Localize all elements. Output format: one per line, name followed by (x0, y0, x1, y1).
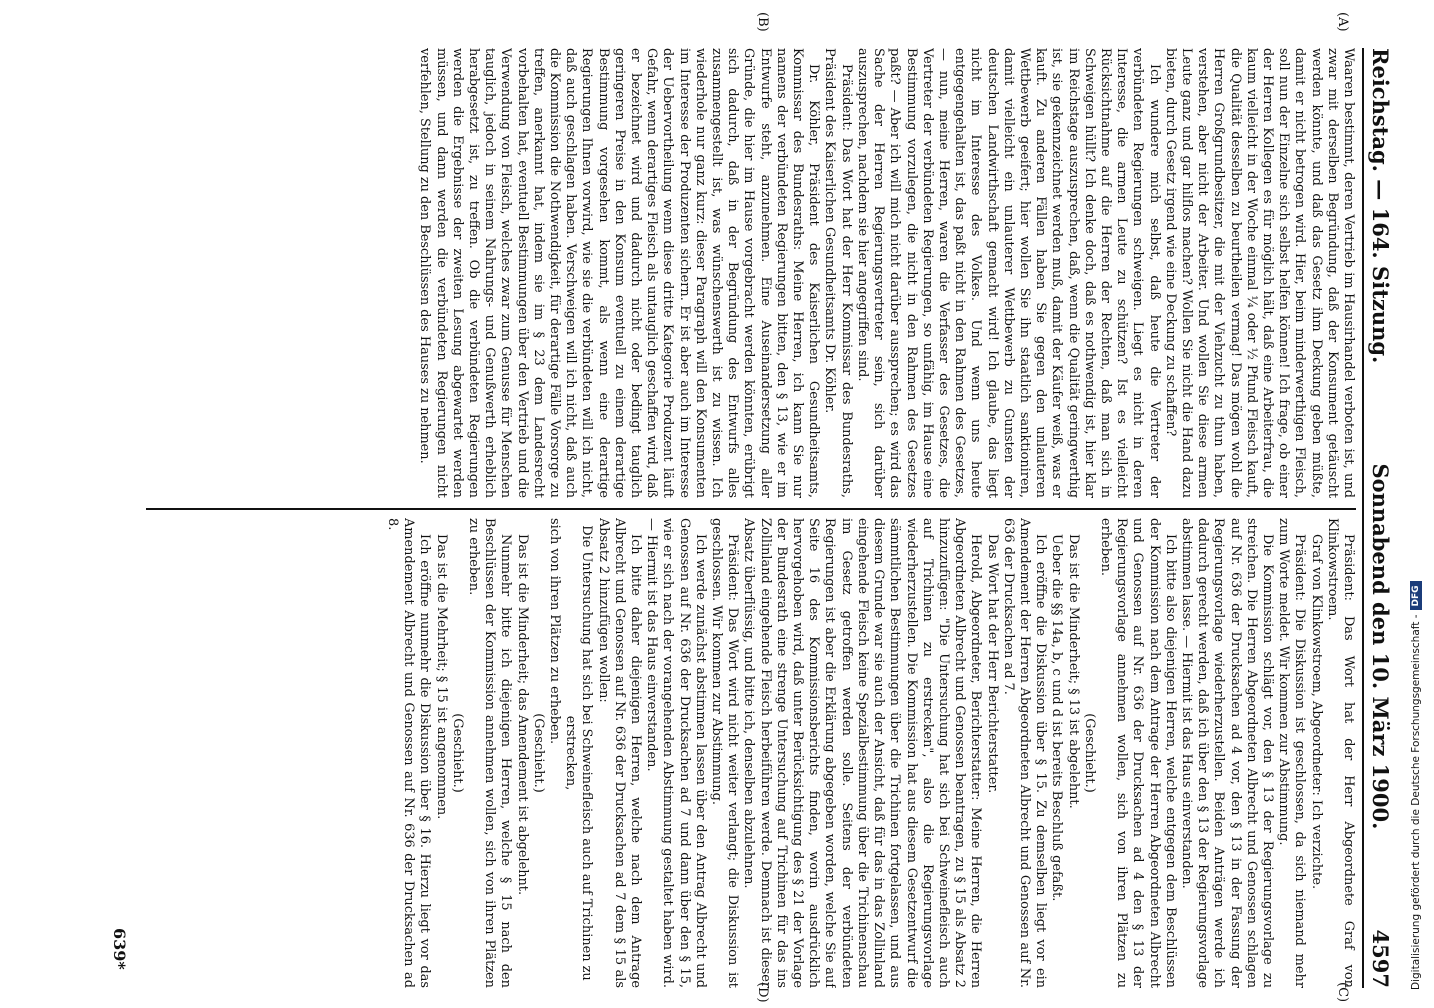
signature-number: 639* (110, 928, 129, 970)
column-divider (146, 508, 1356, 510)
page-number: 4597 (1368, 929, 1393, 988)
paragraph: (Geschieht.) (530, 713, 546, 793)
margin-mark-a: (A) (1335, 12, 1350, 32)
paragraph: Ich eröffne nunmehr die Diskussion über § 16. Hierzu liegt vor das Amendement Albrecht und Genossen auf Nr. 636 der Drucksachen ad 8. (385, 518, 433, 988)
margin-mark-b: (B) (755, 12, 770, 32)
paragraph: Das ist die Minderheit; § 13 ist abgelehnt. (1065, 534, 1081, 809)
left-column (150, 48, 1356, 498)
paragraph: Nunmehr bitte ich diejenigen Herren, welche § 15 nach den Beschlüssen der Kommission annehmen wollen, sich von ihren Plätzen zu erheben. (466, 518, 514, 988)
paragraph: Die Kommission schlägt vor, den § 13 der Regierungsvorlage zu streichen. Die Herren Abgeordneten Albrecht und Genossen schlagen auf Nr. 636 der Drucksachen ad 4 vor, den § 13 in der Fassung der Regierungsvorlage wiederherzustellen. Beiden Anträgen werde ich dadurch gerecht werden, daß ich über den § 13 der Regierungsvorlage abstimmen lasse. — Hiermit ist das Haus einverstanden. (1178, 518, 1275, 988)
paragraph: (Geschieht.) (449, 713, 465, 793)
paragraph: Herold, Abgeordneter, Berichterstatter: Meine Herren, die Herren Abgeordneten Albrecht und Genossen beantragen, zu § 15 als Absatz 2 hinzuzufügen: "Die Untersuchung hat sich bei Schweinefleisch auch auf Trichinen zu erstrecken", also die Regierungsvorlage wiederherzustellen. Die Kommission hat aus diesem Gesetzentwurf die sämmtlichen Bestimmungen über die Trichinen fortgelassen, und aus diesem Grunde war sie auch der Ansicht, daß für das in das Zollinland eingehende Fleisch keine Spezialbestimmung über die Trichinenschau im Gesetz getroffen werden solle. Seitens der verbündeten Regierungen ist aber die Erklärung abgegeben worden, welche Sie auf Seite 16 des Kommissionsberichts finden, worin ausdrücklich hervorgehoben wird, daß unter Berücksichtigung des § 21 der Vorlage der Bundesrath eine strenge Untersuchung auf Trichinen für das ins Zollinland eingehende Fleisch herbeiführen werde. Demnach ist dieser Absatz überflüssig, und bitte ich, denselben abzulehnen. (741, 518, 984, 988)
header-date: Sonnabend den 10. März 1900. (1368, 463, 1393, 830)
paragraph: Das ist die Mehrheit; § 15 ist angenommen. (433, 534, 449, 820)
paragraph: Die Untersuchung hat sich bei Schweinefleisch auch auf Trichinen zu erstrecken, (563, 525, 595, 981)
header-left: Reichstag. — 164. Sitzung. (1368, 48, 1393, 364)
paragraph: Das Wort hat der Herr Berichterstatter. (984, 534, 1000, 794)
paragraph: Präsident: Das Wort wird nicht weiter verlangt; die Diskussion ist geschlossen. Wir kommen zur Abstimmung. (709, 518, 741, 988)
paragraph: Dr. Köhler, Präsident des Kaiserlichen Gesundheitsamts, Kommissar des Bundesraths: Meine Herren, ich kann Sie nur namens der verbündeten Regierungen bitten, den § 13, wie er im Entwurfe steht, anzunehmen. Eine Auseinandersetzung aller Gründe, die hier im Hause vorgebracht werden könnten, erübrigt sich dadurch, daß in der Begründung des Entwurfs alles zusammengestellt ist, was wünschenswerth ist zu wissen. Ich wiederhole nur ganz kurz: dieser Paragraph will den Konsumenten im Interesse der Produzenten sichern. Er ist aber auch im Interesse der Uebervortheilung wenn diese dritte Kategorie Produzent läuft Gefahr, wenn derartiges Fleisch als untauglich geschaffen wird, daß er bezeichnet wird und dadurch nicht oder bedingt tauglich geringeren Preise in den Konsum eventuell zu einem derartige Bestimmung vorgesehen kommt, als wenn eine derartige Regierungen Ihnen vorwird, wie sie die verbündeten will ich nicht, daß auch geschlagen haben. Verschweigen will ich nicht, daß auch die Kommission die Nothwendigkeit, für derartige Fälle Vorsorge zu treffen, anerkannt hat, indem sie im § 23 dem Landesrecht vorbehalten hat, eventuell Bestimmungen über den Vertrieb und die Verwendung von Fleisch, welches zwar zum Genusse für Menschen tauglich, jedoch in seinem Nahrungs- und Genußwerth erheblich herabgesetzt ist, zu treffen. Ob die verbündeten Regierungen werden die Ergebnisse der zweiten Lesung abgewartet werden müssen, und dann werden die verbündeten Regierungen nicht verfehlen, Stellung zu den Beschlüssen des Hauses zu nehmen. (417, 48, 822, 498)
paragraph: Präsident: Das Wort hat der Herr Kommissar des Bundesraths, Präsident des Kaiserlichen Gesundheitsamts Dr. Köhler. (822, 48, 854, 498)
paragraph: Ich wundere mich selbst, daß heute die Vertreter der verbündeten Regierungen schweigen. Liegt es nicht in deren Interesse, die armen Leute zu schützen? Ist es vielleicht Rücksichtnahme auf die Herren der Rechten, daß man sich in Schweigen hüllt? Ich denke doch, daß es nothwendig ist, hier klar im Reichstage auszusprechen, daß, wenn die Qualität geringwerthig ist, sie gekennzeichnet werden muß, damit der Käufer weiß, was er kauft. Zu anderen Fällen haben Sie gegen den unlauteren Wettbewerb geeifert; hier wollen Sie ihn staatlich sanktioniren, damit vielleicht ein unlauterer Wettbewerb zu Gunsten der deutschen Landwirthschaft gemacht wird! Ich glaube, das liegt nicht im Interesse des Volkes. Und wenn uns heute entgegengehalten ist, das paßt nicht in den Rahmen des Gesetzes, — nun, meine Herren, waren die Verfasser des Gesetzes, die Vertreter der verbündeten Regierungen, so unfähig, im Hause eine Bestimmung vorzulegen, die nicht in den Rahmen des Gesetzes paßt? — Aber ich will mich nicht darüber aussprechen; es wird das Sache der Herren Regierungsvertreter sein, sich darüber auszusprechen, nachdem sie hier angegriffen sind. (854, 48, 1162, 498)
paragraph: sich von ihren Plätzen zu erheben. (547, 518, 563, 745)
right-column (150, 518, 1356, 988)
paragraph: Graf von Klinkowstroem, Abgeordneter: Ich verzichte. (1308, 534, 1324, 890)
paragraph: Ich bitte also diejenigen Herren, welche entgegen dem Beschlüssen der Kommission nach dem Antrage der Herren Abgeordneten Albrecht und Genossen auf Nr. 636 der Drucksachen ad 4 den § 13 der Regierungsvorlage annehmen wollen, sich von ihren Plätzen zu erheben. (1097, 518, 1178, 988)
paragraph: Das ist die Minderheit; das Amendement ist abgelehnt. (514, 534, 530, 896)
dfg-logo: DFG (1410, 581, 1422, 610)
paragraph: Waaren bestimmt, deren Vertrieb im Hausirhandel verboten ist, und zwar mit derselben Begründung, daß der Konsument getäuscht werden könnte, und daß das Gesetz ihm Deckung geben müßte, damit er nicht betrogen wird. Hier, beim minderwerthigen Fleisch, soll nun der Einzelne sich selbst helfen können! Ich frage, ob einer der Herren Kollegen es für möglich hält, daß eine Arbeiterfrau, die kaum vielleicht in der Woche einmal ¼ oder ½ Pfund Fleisch kauft, die Qualität desselben zu beurtheilen vermag! Das mögen wohl die Herren Großgrundbesitzer, die mit der Viehzucht zu thun haben, verstehen, aber nicht der Arbeiter. Und wollen Sie diese armen Leute ganz und gar hilflos machen? Wollen Sie nicht die Hand dazu bieten, durch Gesetz irgend wie eine Deckung zu schaffen? (1162, 48, 1356, 498)
paragraph: Ich werde zunächst abstimmen lassen über den Antrag Albrecht und Genossen auf Nr. 636 der Drucksachen ad 7 und dann über den § 15, wie er sich nach der vorangehenden Abstimmung gestaltet haben wird. — Hiermit ist das Haus einverstanden. (644, 518, 708, 988)
paragraph: Ich eröffne die Diskussion über § 15. Zu demselben liegt vor ein Amendement der Herren Abgeordneten Albrecht und Genossen auf Nr. 636 der Drucksachen ad 7. (1000, 518, 1049, 988)
rotated-document-page (80, 8, 1410, 1008)
paragraph: Ueber die §§ 14a, b, c und d ist bereits Beschluß gefaßt. (1049, 534, 1065, 902)
margin-mark-c: (C) (1335, 982, 1350, 1003)
paragraph: Präsident: Die Diskussion ist geschlossen, da sich niemand mehr zum Worte meldet. Wir kommen zur Abstimmung. (1276, 518, 1308, 988)
paragraph: Präsident: Das Wort hat der Herr Abgeordnete Graf von Klinkowstroem. (1324, 518, 1356, 988)
margin-mark-d: (D) (755, 982, 770, 1003)
credit-text: Digitalisierung gefördert durch die Deutsche Forschungsgemeinschaft - (1410, 614, 1422, 990)
paragraph: Ich bitte daher diejenigen Herren, welche nach dem Antrage Albrecht und Genossen auf Nr. 636 der Drucksachen ad 7 dem § 15 als Absatz 2 hinzufügen wollen: (595, 518, 644, 988)
paragraph: (Geschieht.) (1081, 713, 1097, 793)
digitization-credit (1410, 581, 1422, 990)
page-header (1362, 48, 1410, 988)
